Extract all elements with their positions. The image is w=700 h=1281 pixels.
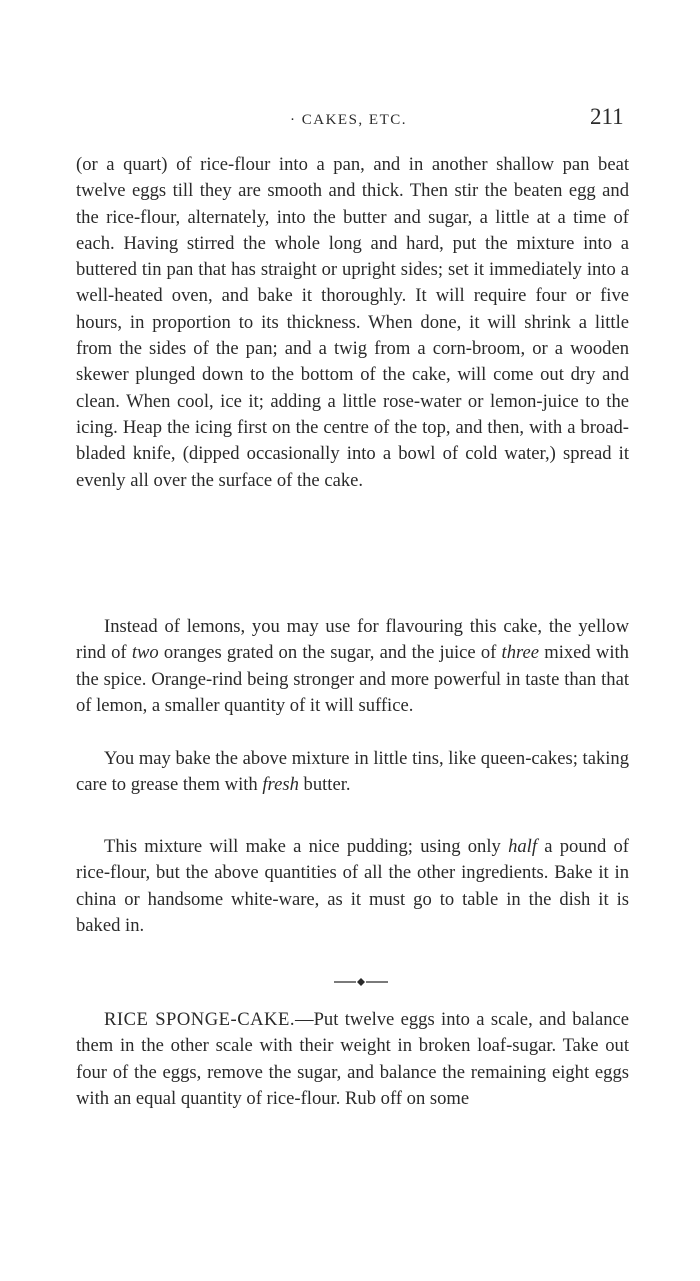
page-number: 211	[590, 104, 624, 129]
italic-word: three	[501, 642, 540, 664]
running-head: · CAKES, ETC.	[290, 112, 407, 128]
recipe-heading: RICE SPONGE-CAKE.	[104, 1009, 295, 1030]
paragraph-text: butter.	[298, 774, 351, 796]
paragraph-text: —Put twelve eggs into a scale, and balance them in the other scale with their weight in broken loaf-sugar. Take out four of the eggs, remove the sugar, and balance the remaining eight eggs with an equal quantity of rice-flour. Rub off on some	[76, 1009, 630, 1109]
paragraph-text: You may bake the above mixture in little tins, like queen-cakes; taking care to grease them with	[76, 748, 629, 796]
paragraph-text: mixed with the spice. Orange-rind being stronger and more powerful in taste than that of lemon, a smaller quantity of it will suffice.	[76, 642, 629, 716]
paragraph-text: This mixture will make a nice pudding; using only	[104, 836, 509, 857]
italic-word: half	[508, 836, 537, 857]
paragraph-text: a pound of rice-flour, but the above quantities of all the other ingredients. Bake it in china or handsome white-ware, as it must go to table in the dish it is baked in.	[76, 836, 629, 936]
page-header	[0, 104, 700, 138]
paragraph-text: oranges grated on the sugar, and the juice of	[158, 642, 502, 664]
paragraph-little-tins	[76, 746, 629, 799]
paragraph-pudding	[76, 834, 629, 939]
italic-word: fresh	[262, 774, 299, 796]
paragraph-orange-variation	[76, 614, 629, 719]
paragraph-rice-sponge-cake	[76, 1007, 629, 1112]
italic-word: two	[131, 642, 159, 664]
paragraph-cake-method: (or a quart) of rice-flour into a pan, and in another shallow pan beat twelve eggs till they are smooth and thick. Then stir the beaten egg and the rice-flour, alternately, into the butter and sugar, a little at a time of each. Having stirred the whole long and hard, put the mixture into a buttered tin pan that has straight or upright sides; set it immediately into a well-heated oven, and bake it thoroughly. It will require four or five hours, in proportion to its thickness. When done, it will shrink a little from the sides of the pan; and a twig from a corn-broom, or a wooden skewer plunged down to the bottom of the cake, will come out dry and clean. When cool, ice it; adding a little rose-water or lemon-juice to the icing. Heap the icing first on the centre of the top, and then, with a broad-bladed knife, (dipped occasionally into a bowl of cold water,) spread it evenly all over the surface of the cake.	[76, 154, 629, 491]
section-divider	[334, 978, 388, 986]
paragraph-text: Instead of lemons, you may use for flavouring this cake, the yellow rind of	[76, 616, 629, 664]
